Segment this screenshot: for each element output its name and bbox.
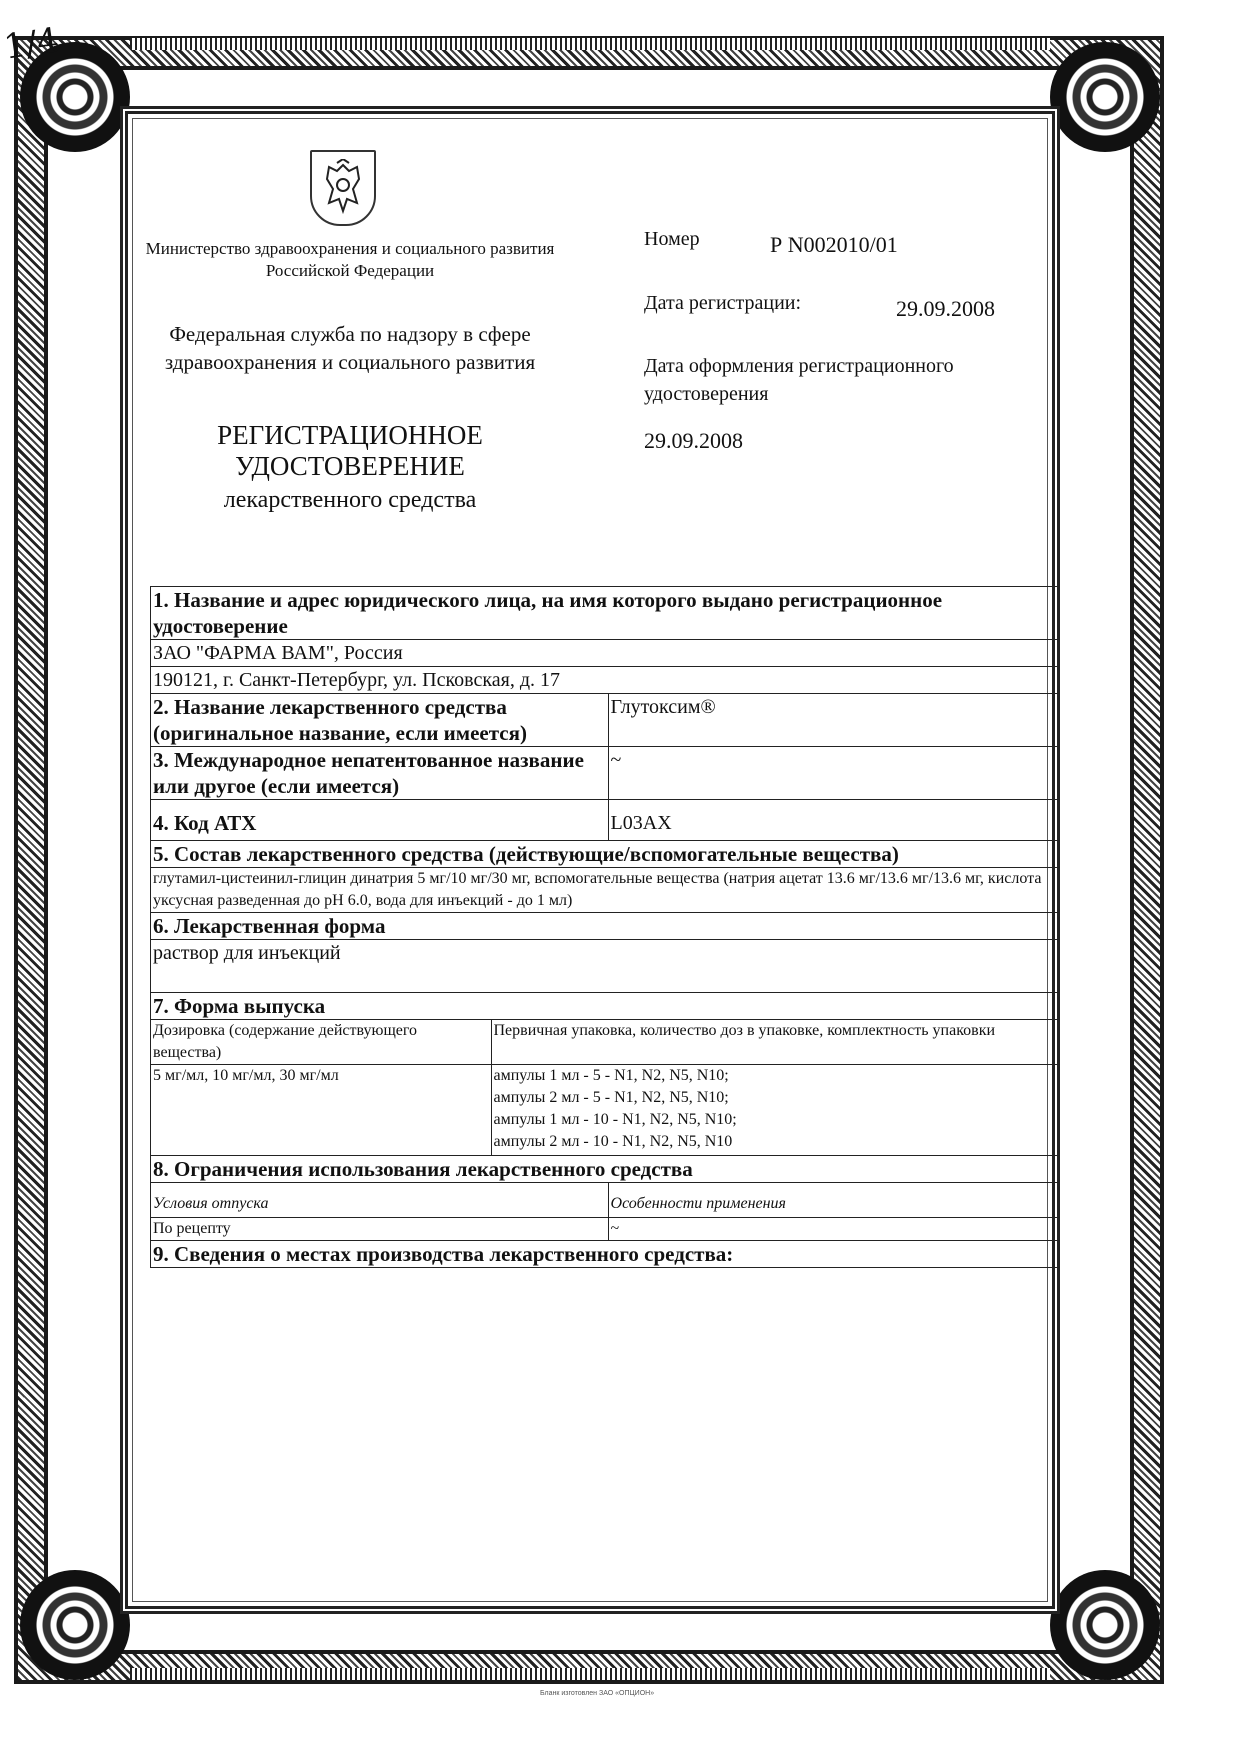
registration-date-value: 29.09.2008 xyxy=(896,296,995,321)
usage-features-header: Особенности применения xyxy=(608,1183,1057,1218)
section-4-title: 4. Код АТХ xyxy=(151,800,609,841)
table-row xyxy=(151,940,1058,993)
table-row xyxy=(151,1183,1058,1218)
dosage-value: 5 мг/мл, 10 мг/мл, 30 мг/мл xyxy=(151,1065,491,1156)
certificate-subtitle: лекарственного средства xyxy=(223,487,477,513)
section-2-value: Глутоксим® xyxy=(608,694,1057,747)
corner-ornament-icon xyxy=(20,1570,130,1680)
table-row xyxy=(151,694,1058,747)
section-8-title: 8. Ограничения использования лекарственного средства xyxy=(151,1156,1058,1183)
table-row xyxy=(151,1218,1058,1241)
section-9-title: 9. Сведения о местах производства лекарственного средства: xyxy=(151,1241,1058,1268)
number-label: Номер xyxy=(644,228,700,250)
issue-date-label: Дата оформления регистрационного удостоверения xyxy=(644,355,954,405)
frame-bottom-strip xyxy=(130,1668,1050,1680)
ministry-name: Министерство здравоохранения и социального развития Российской Федерации xyxy=(145,239,555,280)
table-row xyxy=(151,1156,1058,1183)
release-form-table xyxy=(151,1020,1057,1155)
section-5-title: 5. Состав лекарственного средства (действующие/вспомогательные вещества) xyxy=(151,841,1058,868)
packaging-line: ампулы 1 мл - 5 - N1, N2, N5, N10; xyxy=(493,1067,729,1084)
table-row xyxy=(151,587,1058,640)
section-4-value: L03AX xyxy=(608,800,1057,841)
registration-date-label: Дата регистрации: xyxy=(644,292,802,314)
packaging-line: ампулы 1 мл - 10 - N1, N2, N5, N10; xyxy=(493,1111,737,1128)
table-row xyxy=(151,800,1058,841)
section-1-line-2: 190121, г. Санкт-Петербург, ул. Псковская, д. 17 xyxy=(151,667,1058,694)
section-5-value: глутамил-цистеинил-глицин динатрия 5 мг/10 мг/30 мг, вспомогательные вещества (натрия ацетат 13.6 мг/13.6 мг/13.6 мг, кислота уксусная разведенная до pH 6.0, вода для инъекций - до 1 мл) xyxy=(151,868,1058,913)
certificate-table xyxy=(150,586,1058,1268)
frame-top-strip xyxy=(130,38,1050,50)
packaging-line: ампулы 2 мл - 10 - N1, N2, N5, N10 xyxy=(493,1133,733,1150)
section-1-title: 1. Название и адрес юридического лица, на имя которого выдано регистрационное удостоверение xyxy=(151,587,1058,640)
table-row xyxy=(151,1241,1058,1268)
corner-ornament-icon xyxy=(1050,1570,1160,1680)
table-row xyxy=(151,640,1058,667)
packaging-header: Первичная упаковка, количество доз в упаковке, комплектность упаковки xyxy=(491,1020,1057,1065)
certificate-title: РЕГИСТРАЦИОННОЕ УДОСТОВЕРЕНИЕ xyxy=(217,420,483,481)
table-row xyxy=(151,1020,1058,1156)
table-row xyxy=(151,993,1058,1020)
table-row xyxy=(151,667,1058,694)
section-6-title: 6. Лекарственная форма xyxy=(151,913,1058,940)
section-2-title: 2. Название лекарственного средства (оригинальное название, если имеется) xyxy=(151,694,609,747)
table-row xyxy=(151,841,1058,868)
coat-of-arms-icon xyxy=(310,150,376,226)
section-1-line-1: ЗАО "ФАРМА ВАМ", Россия xyxy=(151,640,1058,667)
printer-imprint: Бланк изготовлен ЗАО «ОПЦИОН» xyxy=(540,1690,655,1697)
dispensing-conditions-header: Условия отпуска xyxy=(151,1183,609,1218)
number-value: Р N002010/01 xyxy=(770,232,898,257)
section-7-title: 7. Форма выпуска xyxy=(151,993,1058,1020)
handwritten-page-mark: 1/4 xyxy=(1,20,62,68)
table-row xyxy=(151,868,1058,913)
section-3-title: 3. Международное непатентованное название или другое (если имеется) xyxy=(151,747,609,800)
section-6-value: раствор для инъекций xyxy=(151,940,1058,993)
packaging-line: ампулы 2 мл - 5 - N1, N2, N5, N10; xyxy=(493,1089,729,1106)
table-row xyxy=(151,747,1058,800)
section-3-value: ~ xyxy=(608,747,1057,800)
corner-ornament-icon xyxy=(1050,42,1160,152)
dispensing-conditions-value: По рецепту xyxy=(151,1218,609,1241)
issue-date-value: 29.09.2008 xyxy=(644,428,743,453)
usage-features-value: ~ xyxy=(608,1218,1057,1241)
dosage-header: Дозировка (содержание действующего вещества) xyxy=(151,1020,491,1065)
table-row xyxy=(151,913,1058,940)
service-name: Федеральная служба по надзору в сфере здравоохранения и социального развития xyxy=(164,322,536,374)
